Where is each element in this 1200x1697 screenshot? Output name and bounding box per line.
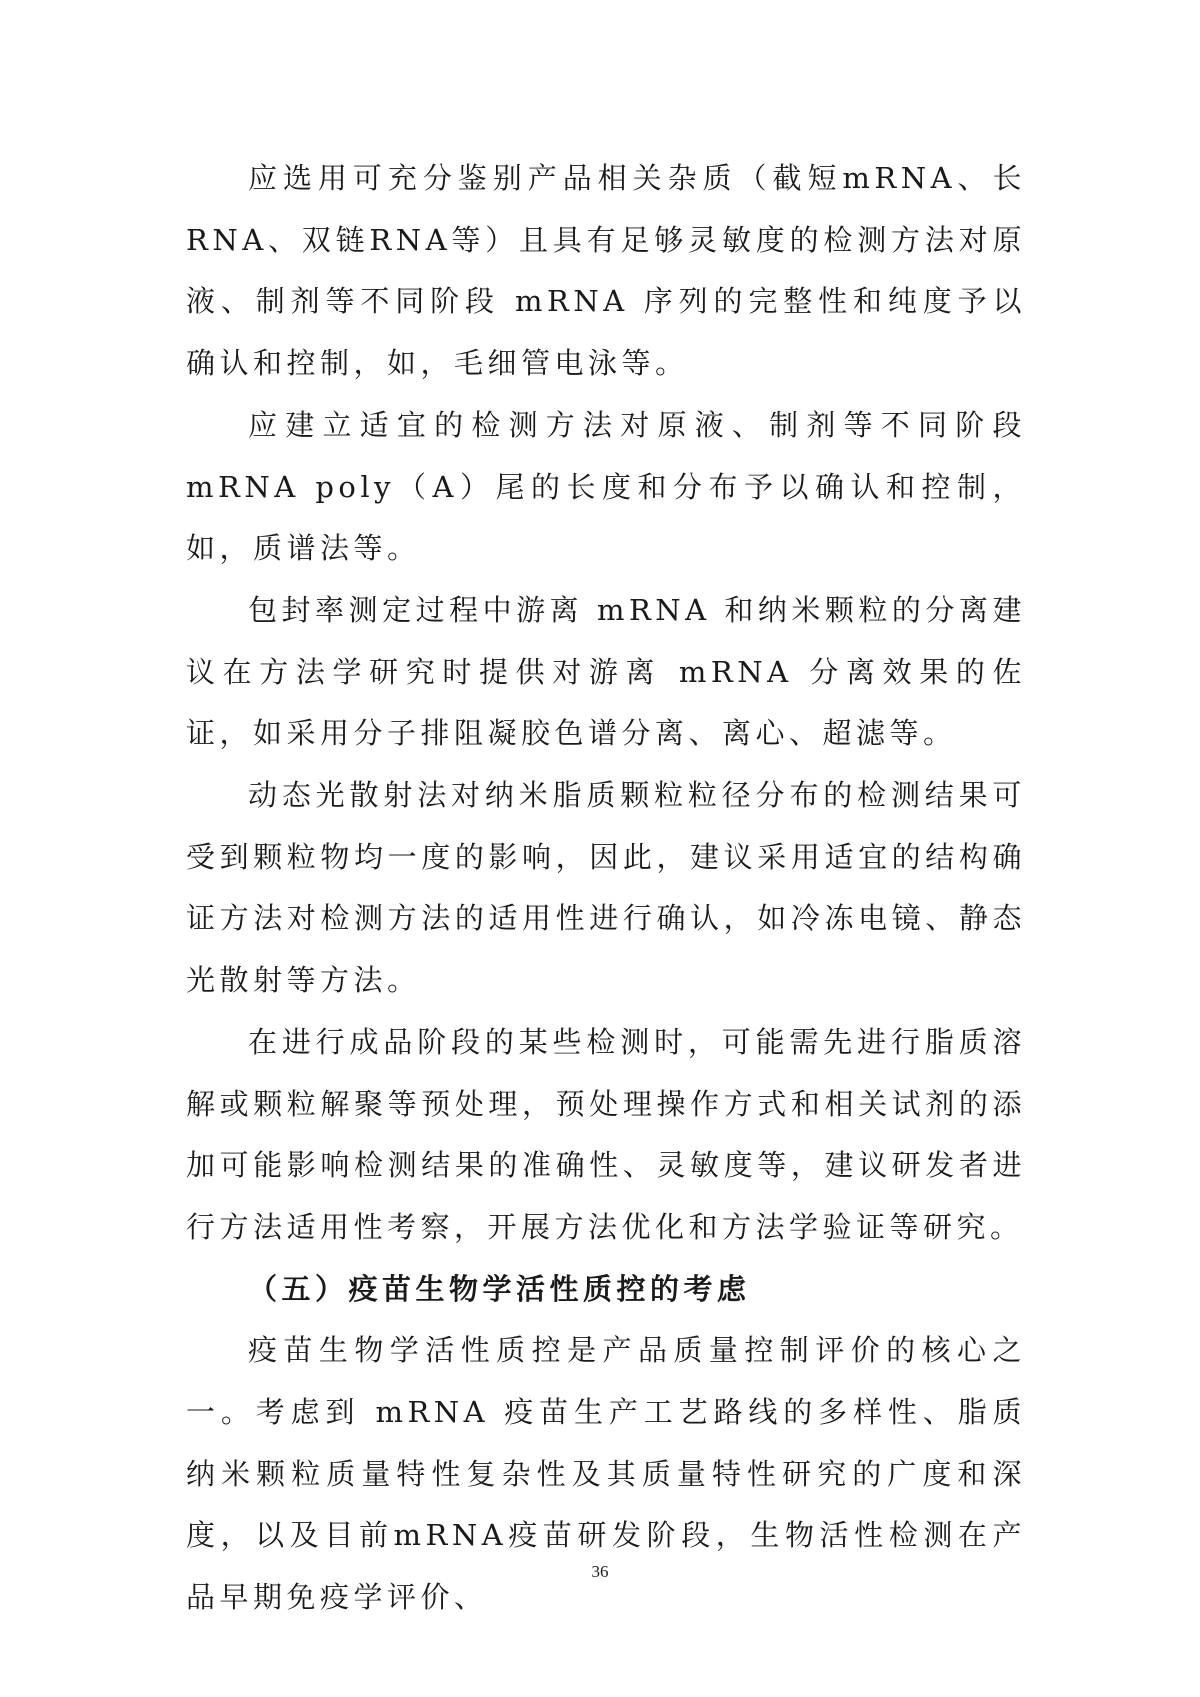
paragraph-biological-activity: 疫苗生物学活性质控是产品质量控制评价的核心之一。考虑到 mRNA 疫苗生产工艺路线的多样性、脂质纳米颗粒质量特性复杂性及其质量特性研究的广度和深度，以及目前mRNA疫苗研发阶段，生物活性检测在产品早期免疫学评价、 xyxy=(186,1333,1026,1615)
paragraph-polya-tail: 应建立适宜的检测方法对原液、制剂等不同阶段 mRNA poly（A）尾的长度和分布予以确认和控制，如，质谱法等。 xyxy=(186,407,1026,566)
page-number: 36 xyxy=(591,1562,609,1581)
section-heading: （五）疫苗生物学活性质控的考虑 xyxy=(248,1271,751,1306)
paragraph-impurity-detection: 应选用可充分鉴别产品相关杂质（截短mRNA、长RNA、双链RNA等）且具有足够灵敏度的检测方法对原液、制剂等不同阶段 mRNA 序列的完整性和纯度予以确认和控制，如，毛细管电泳等。 xyxy=(186,161,1026,381)
paragraph-encapsulation: 包封率测定过程中游离 mRNA 和纳米颗粒的分离建议在方法学研究时提供对游离 mRNA 分离效果的佐证，如采用分子排阻凝胶色谱分离、离心、超滤等。 xyxy=(186,592,1026,751)
paragraph-dynamic-light-scattering: 动态光散射法对纳米脂质颗粒粒径分布的检测结果可受到颗粒物均一度的影响，因此，建议采用适宜的结构确证方法对检测方法的适用性进行确认，如冷冻电镜、静态光散射等方法。 xyxy=(186,778,1026,998)
paragraph-pretreatment: 在进行成品阶段的某些检测时，可能需先进行脂质溶解或颗粒解聚等预处理，预处理操作方式和相关试剂的添加可能影响检测结果的准确性、灵敏度等，建议研发者进行方法适用性考察，开展方法优化和方法学验证等研究。 xyxy=(186,1024,1026,1244)
page-body xyxy=(186,148,1026,1629)
